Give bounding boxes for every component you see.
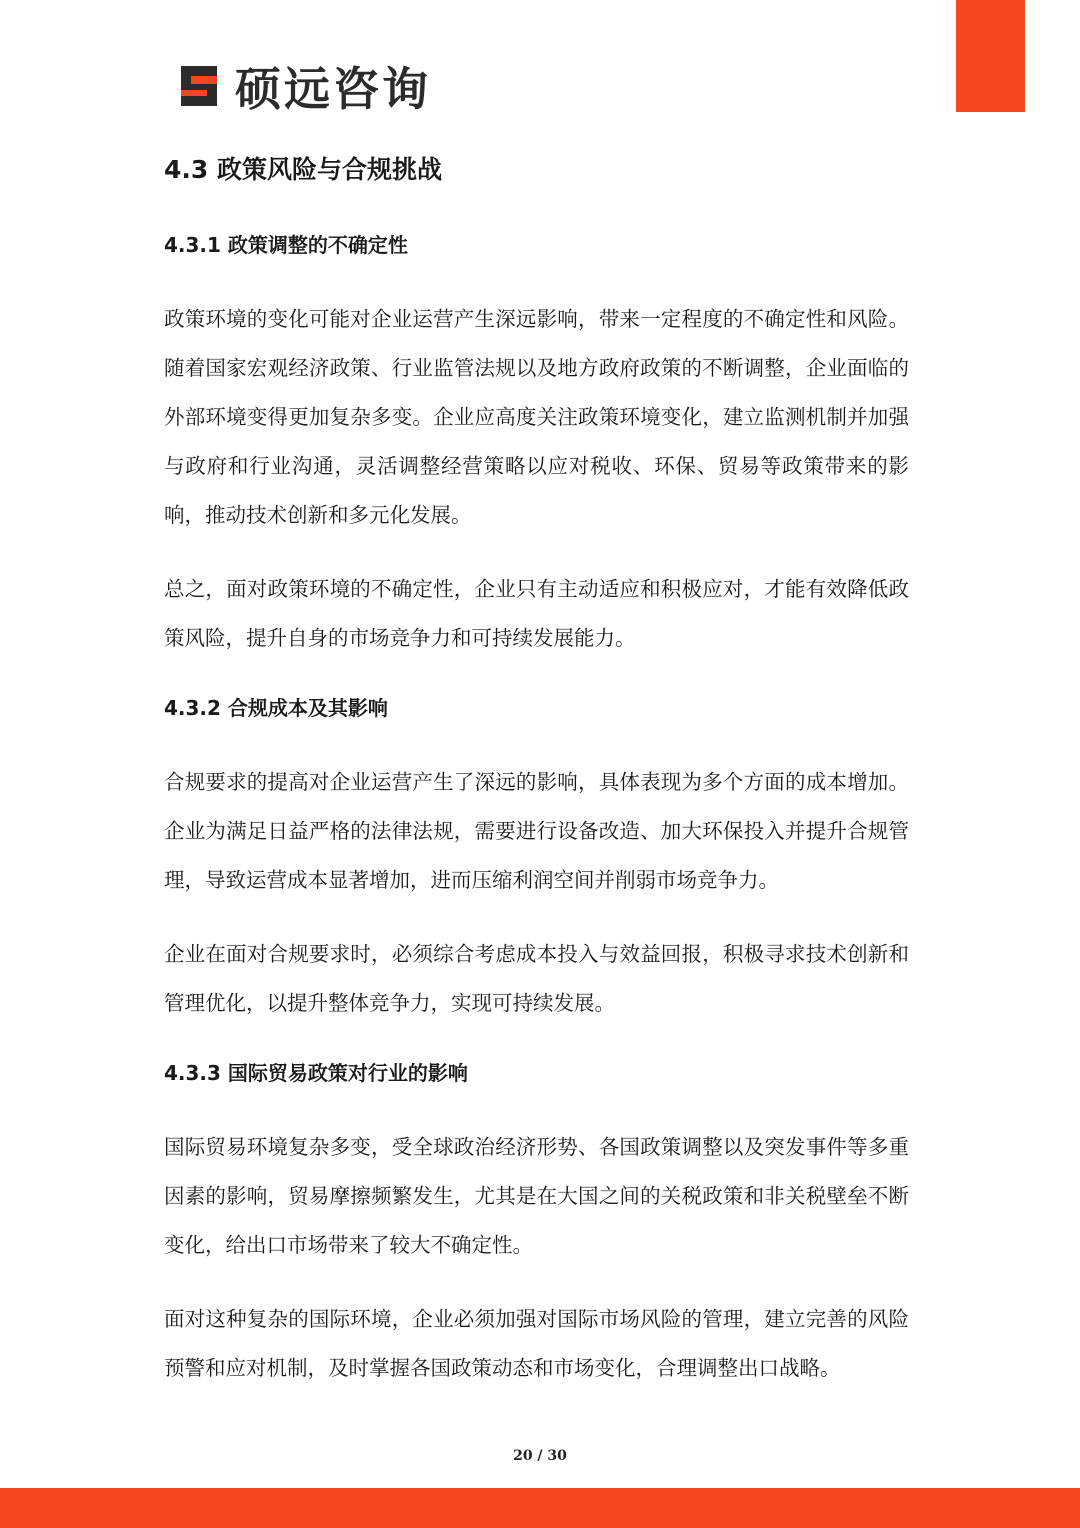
page-number: 20 / 30 bbox=[513, 1448, 567, 1464]
footer-accent-bar bbox=[0, 1488, 1080, 1528]
logo-mark-icon bbox=[175, 60, 227, 112]
paragraph: 合规要求的提高对企业运营产生了深远的影响，具体表现为多个方面的成本增加。企业为满足日益严格的法律法规，需要进行设备改造、加大环保投入并提升合规管理，导致运营成本显著增加，进而压缩利润空间并削弱市场竞争力。 bbox=[164, 770, 909, 892]
corner-accent-tab bbox=[956, 0, 1025, 112]
subsection-title-4-3-2: 4.3.2 合规成本及其影响 bbox=[164, 696, 388, 720]
paragraph: 面对这种复杂的国际环境，企业必须加强对国际市场风险的管理，建立完善的风险预警和应对机制，及时掌握各国政策动态和市场变化，合理调整出口战略。 bbox=[164, 1307, 909, 1380]
subsection-title-4-3-3: 4.3.3 国际贸易政策对行业的影响 bbox=[164, 1061, 468, 1085]
paragraph: 总之，面对政策环境的不确定性，企业只有主动适应和积极应对，才能有效降低政策风险，提升自身的市场竞争力和可持续发展能力。 bbox=[164, 577, 909, 650]
logo-text: 硕远咨询 bbox=[235, 62, 431, 116]
subsection-title-4-3-1: 4.3.1 政策调整的不确定性 bbox=[164, 233, 408, 257]
paragraph: 企业在面对合规要求时，必须综合考虑成本投入与效益回报，积极寻求技术创新和管理优化，以提升整体竞争力，实现可持续发展。 bbox=[164, 942, 909, 1015]
paragraph: 国际贸易环境复杂多变，受全球政治经济形势、各国政策调整以及突发事件等多重因素的影响，贸易摩擦频繁发生，尤其是在大国之间的关税政策和非关税壁垒不断变化，给出口市场带来了较大不确定性。 bbox=[164, 1135, 909, 1257]
document-body bbox=[164, 150, 909, 1393]
paragraph: 政策环境的变化可能对企业运营产生深远影响，带来一定程度的不确定性和风险。随着国家宏观经济政策、行业监管法规以及地方政府政策的不断调整，企业面临的外部环境变得更加复杂多变。企业应高度关注政策环境变化，建立监测机制并加强与政府和行业沟通，灵活调整经营策略以应对税收、环保、贸易等政策带来的影响，推动技术创新和多元化发展。 bbox=[164, 307, 909, 527]
section-title-4-3: 4.3 政策风险与合规挑战 bbox=[164, 155, 442, 184]
company-logo bbox=[175, 58, 431, 114]
